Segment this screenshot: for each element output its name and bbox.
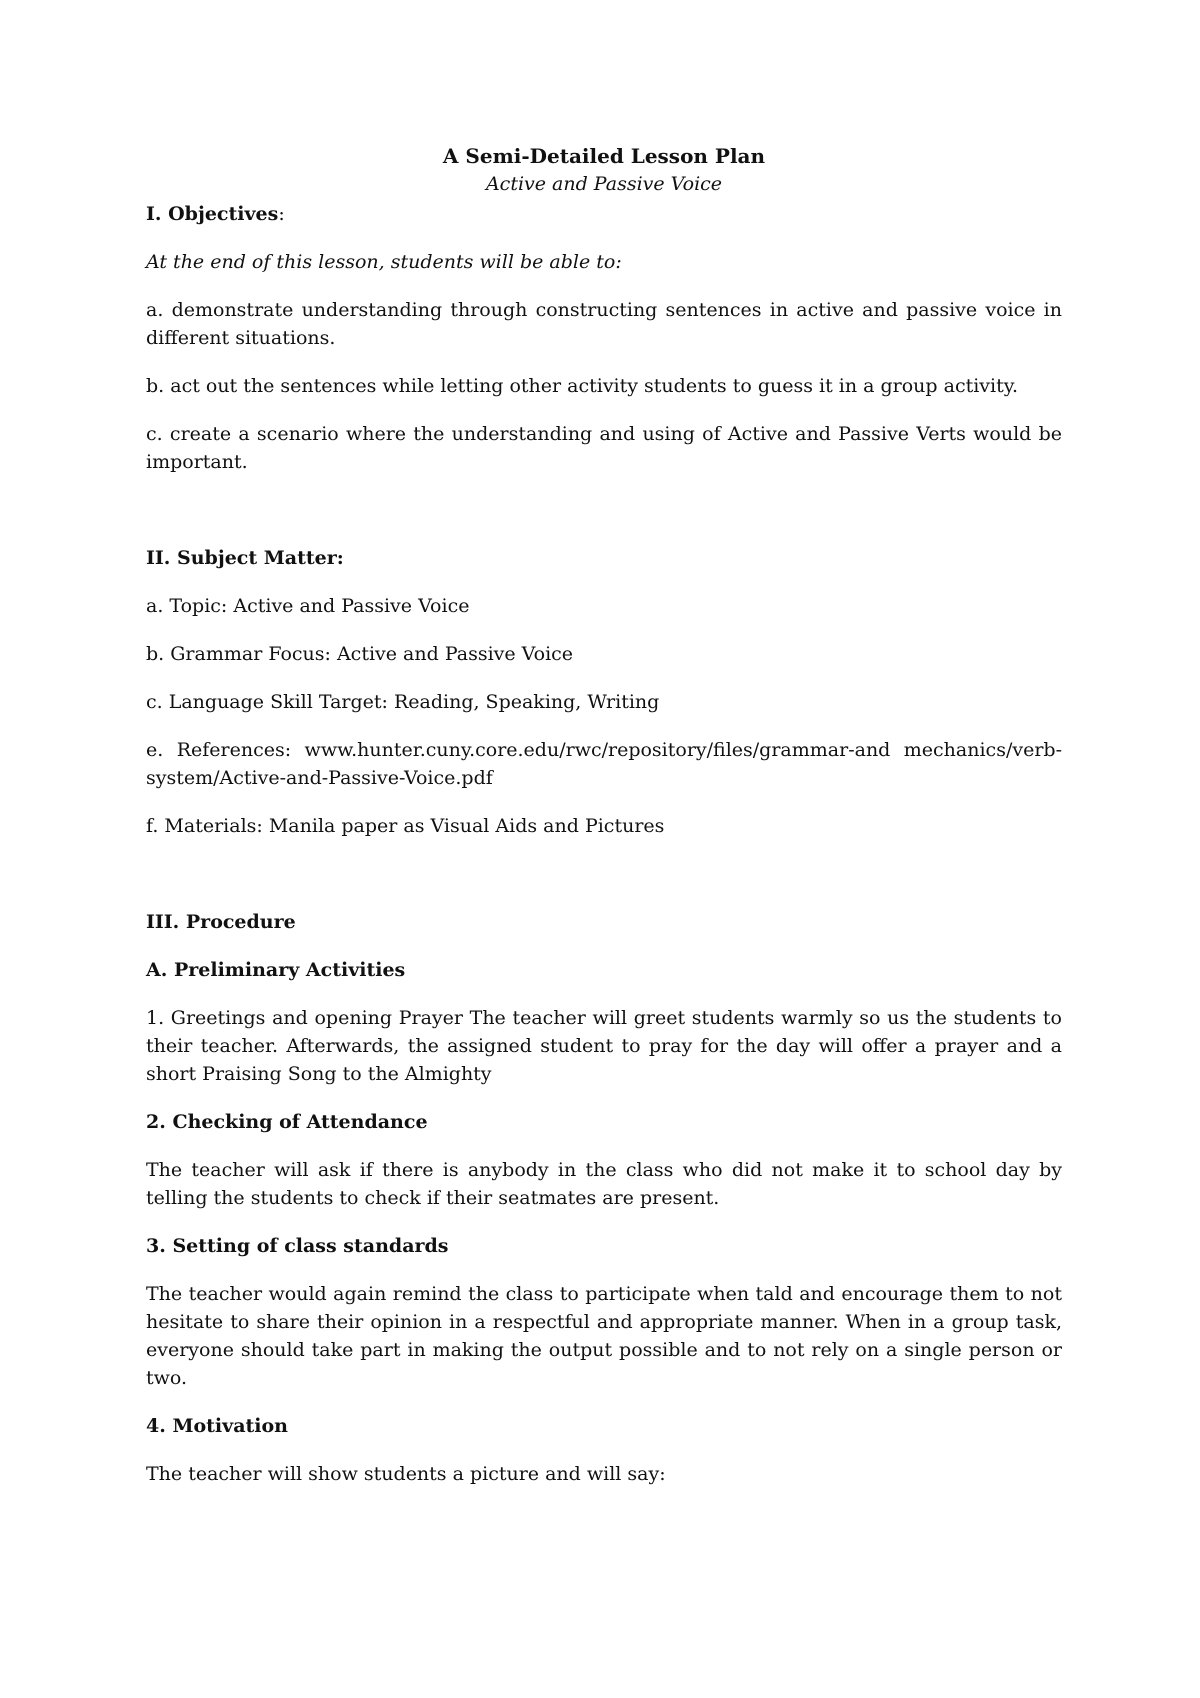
- greetings-paragraph: 1. Greetings and opening Prayer The teacher will greet students warmly so us the students to their teacher. Afterwards, the assigned student to pray for the day will offer a prayer and a short Praising Song to the Almighty: [146, 1007, 1062, 1085]
- subject-item-references: e. References: www.hunter.cuny.core.edu/rwc/repository/files/grammar-and mechanics/verb-system/Active-and-Passive-Voice.pdf: [146, 739, 1062, 789]
- objectives-heading-colon: :: [278, 203, 285, 225]
- attendance-paragraph: The teacher will ask if there is anybody in the class who did not make it to school day by telling the students to check if their seatmates are present.: [146, 1159, 1062, 1209]
- subject-item-materials: f. Materials: Manila paper as Visual Aids and Pictures: [146, 815, 665, 837]
- objective-item-c: c. create a scenario where the understanding and using of Active and Passive Verts would be important.: [146, 423, 1062, 473]
- subject-item-grammar-focus: b. Grammar Focus: Active and Passive Voice: [146, 643, 574, 665]
- section-spacer: [146, 860, 1062, 908]
- preliminary-activities-heading: A. Preliminary Activities: [146, 959, 406, 981]
- subject-item-skill-target: c. Language Skill Target: Reading, Speaking, Writing: [146, 691, 660, 713]
- objective-item-b: b. act out the sentences while letting other activity students to guess it in a group activity.: [146, 375, 1018, 397]
- section-spacer: [146, 496, 1062, 544]
- title-block: [146, 142, 1062, 198]
- document-title: A Semi-Detailed Lesson Plan: [442, 144, 766, 168]
- document-subtitle: Active and Passive Voice: [485, 173, 723, 195]
- motivation-heading: 4. Motivation: [146, 1415, 288, 1437]
- attendance-heading: 2. Checking of Attendance: [146, 1111, 428, 1133]
- objective-item-a: a. demonstrate understanding through constructing sentences in active and passive voice in different situations.: [146, 299, 1062, 349]
- subject-matter-heading: II. Subject Matter:: [146, 547, 344, 569]
- subject-item-topic: a. Topic: Active and Passive Voice: [146, 595, 470, 617]
- motivation-paragraph: The teacher will show students a picture and will say:: [146, 1463, 666, 1485]
- standards-heading: 3. Setting of class standards: [146, 1235, 449, 1257]
- procedure-heading: III. Procedure: [146, 911, 296, 933]
- objectives-heading-text: I. Objectives: [146, 203, 279, 225]
- standards-paragraph: The teacher would again remind the class to participate when tald and encourage them to not hesitate to share their opinion in a respectful and appropriate manner. When in a group task, everyone should take part in making the output possible and to not rely on a single person or two.: [146, 1283, 1062, 1389]
- objectives-intro: At the end of this lesson, students will be able to:: [146, 251, 622, 273]
- document-page: [146, 142, 1062, 1508]
- objectives-heading: [146, 200, 1062, 228]
